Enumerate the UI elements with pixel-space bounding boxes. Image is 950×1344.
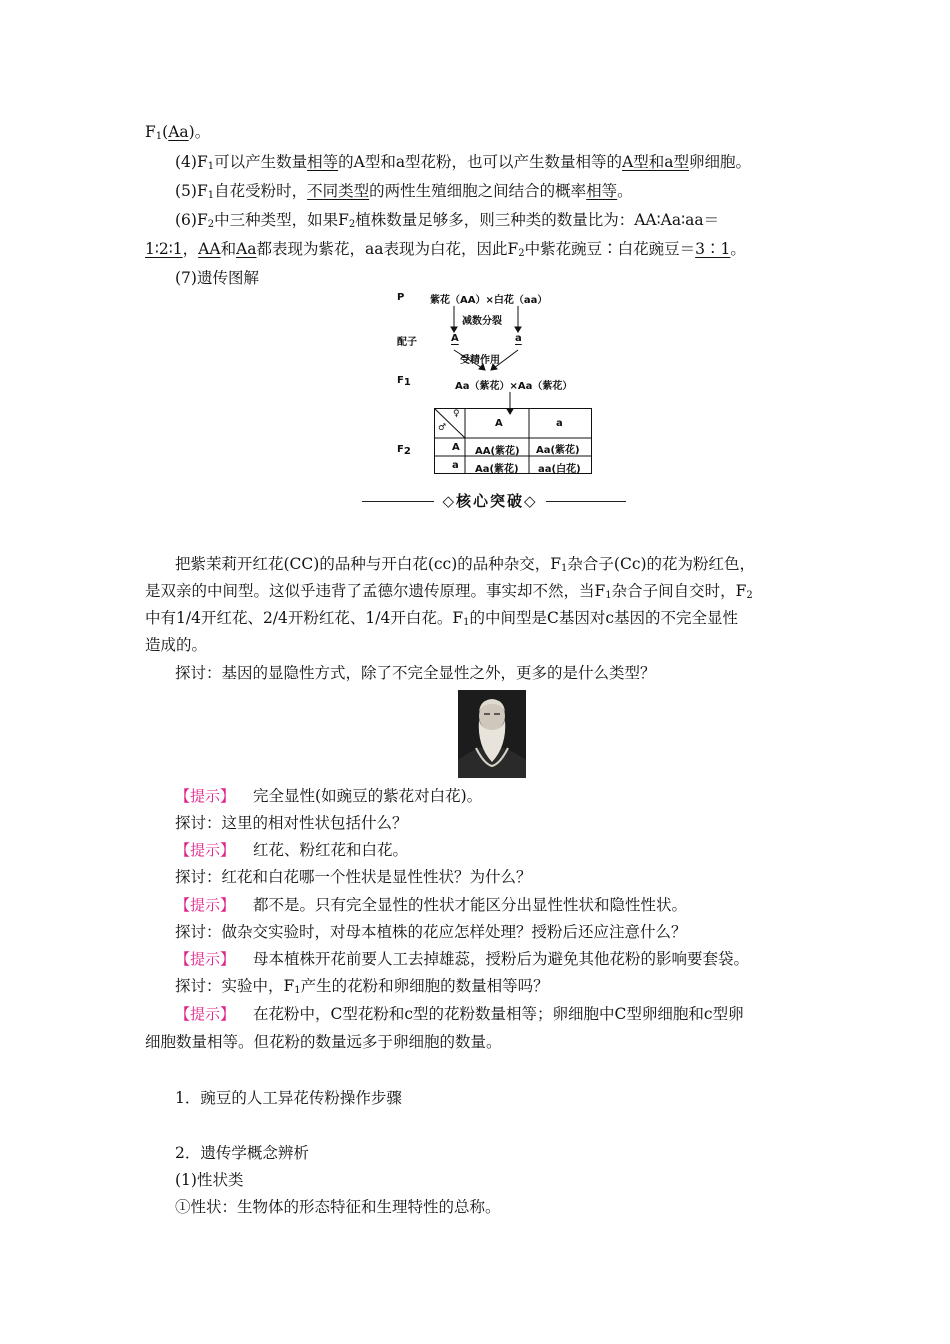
punnett-cell-Aa-1: Aa(紫花): [536, 445, 580, 456]
diagram-gamete-label: 配子: [397, 337, 417, 348]
diagram-f2-label: $F_2$: [397, 444, 411, 457]
heading-2: 2．遗传学概念辨析: [175, 1144, 309, 1162]
body-line: 细胞数量相等。但花粉的数量远多于卵细胞的数量。: [145, 1033, 502, 1051]
diagram-gamete-A: A: [451, 333, 459, 344]
question: 探讨：基因的显隐性方式，除了不完全显性之外，更多的是什么类型？: [175, 664, 656, 682]
tip-label: 【提示】: [175, 896, 236, 914]
diagram-f1-cross: Aa（紫花）×Aa（紫花）: [455, 381, 573, 392]
body-line: 是双亲的中间型。这似乎违背了孟德尔遗传原理。事实却不然，当$F_1$杂合子间自交时，$F_2$: [145, 582, 753, 601]
diagram-f1-label: $F_1$: [397, 375, 411, 388]
diagram-parents: 紫花（AA）×白花（aa）: [430, 295, 548, 306]
tip-line: 【提示】 红花、粉红花和白花。: [175, 841, 409, 859]
portrait-photo: [458, 690, 526, 778]
section-title: ◇核心突破◇: [442, 492, 538, 510]
punnett-row-a: a: [452, 460, 459, 471]
body-line: 造成的。: [145, 636, 208, 654]
diagram-meiosis: 减数分裂: [462, 316, 502, 327]
body-line: 中有1/4开红花、2/4开粉红花、1/4开白花。$F_1$的中间型是C基因对c基因的不完全显性: [145, 609, 739, 628]
diagram-fertilization: 受精作用: [460, 355, 500, 366]
tip-line: 【提示】 母本植株开花前要人工去掉雄蕊，授粉后为避免其他花粉的影响要套袋。: [175, 950, 750, 968]
question: 探讨：实验中，$F_1$产生的花粉和卵细胞的数量相等吗？: [175, 977, 549, 996]
tip-label: 【提示】: [175, 950, 236, 968]
punnett-female-symbol: ♀: [453, 409, 460, 419]
heading-1: 1．豌豆的人工异花传粉操作步骤: [175, 1089, 402, 1107]
text-line: (7)遗传图解: [175, 269, 259, 287]
question: 探讨：红花和白花哪一个性状是显性性状？为什么？: [175, 868, 532, 886]
text-line: $(6)F_2$中三种类型，如果$F_2$植株数量足够多，则三种类的数量比为：AA∶Aa∶aa＝: [175, 211, 720, 230]
tip-line: 【提示】 完全显性(如豌豆的紫花对白花)。: [175, 787, 483, 805]
text-line: $(4)F_1$可以产生数量相等的A型和a型花粉，也可以产生数量相等的A型和a型卵细胞。: [175, 153, 752, 172]
question: 探讨：这里的相对性状包括什么？: [175, 814, 408, 832]
punnett-male-symbol: ♂: [438, 423, 447, 433]
section-rule-left: [362, 501, 434, 502]
tip-label: 【提示】: [175, 787, 236, 805]
diagram-gamete-a: a: [515, 333, 522, 344]
tip-line: 【提示】 在花粉中，C型花粉和c型的花粉数量相等；卵细胞中C型卵细胞和c型卵: [175, 1005, 744, 1023]
punnett-col-A: A: [495, 418, 503, 429]
text-line: $F_1(Aa)$。: [145, 123, 211, 142]
body-line: 把紫茉莉开红花(CC)的品种与开白花(cc)的品种杂交，$F_1$杂合子(Cc)的花为粉红色，: [175, 555, 756, 574]
tip-line: 【提示】 都不是。只有完全显性的性状才能区分出显性性状和隐性性状。: [175, 896, 688, 914]
diagram-p-label: P: [397, 292, 405, 303]
text-line: 1∶2∶1，AA和Aa都表现为紫花，aa表现为白花，因此$F_2$中紫花豌豆∶白花豌豆＝3∶1。: [145, 240, 746, 259]
punnett-cell-Aa-2: Aa(紫花): [475, 464, 519, 475]
tip-label: 【提示】: [175, 841, 236, 859]
question: 探讨：做杂交实验时，对母本植株的花应怎样处理？授粉后还应注意什么？: [175, 923, 687, 941]
subheading: (1)性状类: [175, 1171, 244, 1189]
punnett-row-A: A: [452, 442, 460, 453]
text-line: $(5)F_1$自花受粉时，不同类型的两性生殖细胞之间结合的概率相等。: [175, 182, 633, 201]
section-rule-right: [546, 501, 626, 502]
punnett-cell-AA: AA(紫花): [475, 446, 520, 457]
definition: ①性状：生物体的形态特征和生理特性的总称。: [175, 1198, 501, 1216]
punnett-cell-aa: aa(白花): [538, 464, 581, 475]
tip-label: 【提示】: [175, 1005, 236, 1023]
punnett-col-a: a: [556, 418, 563, 429]
